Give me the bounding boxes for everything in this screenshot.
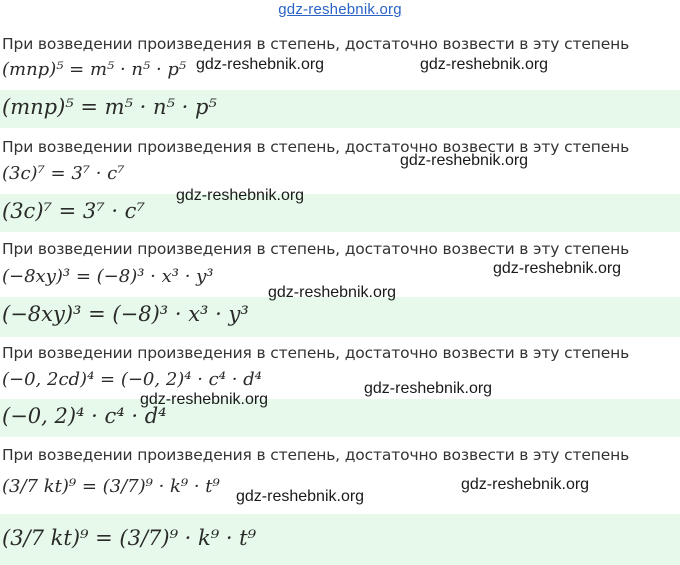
rule-text-5: При возведении произведения в степень, достаточно возвести в эту степень <box>2 446 630 464</box>
watermark: gdz-reshebnik.org <box>236 488 365 505</box>
watermark: gdz-reshebnik.org <box>268 284 397 301</box>
answer-5: (3/7 kt)⁹ = (3/7)⁹ · k⁹ · t⁹ <box>2 526 257 550</box>
expression-4: (−0, 2cd)⁴ = (−0, 2)⁴ · c⁴ · d⁴ <box>2 369 262 390</box>
rule-text-4: При возведении произведения в степень, достаточно возвести в эту степень <box>2 344 630 362</box>
answer-3: (−8xy)³ = (−8)³ · x³ · y³ <box>2 302 249 326</box>
rule-text-2: При возведении произведения в степень, достаточно возвести в эту степень <box>2 138 630 156</box>
watermark: gdz-reshebnik.org <box>364 380 493 397</box>
watermark: gdz-reshebnik.org <box>400 152 529 169</box>
answer-band-1 <box>0 90 680 128</box>
watermark: gdz-reshebnik.org <box>196 56 325 73</box>
watermark: gdz-reshebnik.org <box>176 187 305 204</box>
answer-4: (−0, 2)⁴ · c⁴ · d⁴ <box>2 404 167 428</box>
expression-5: (3/7 kt)⁹ = (3/7)⁹ · k⁹ · t⁹ <box>2 476 220 497</box>
answer-band-3 <box>0 297 680 337</box>
rule-text-1: При возведении произведения в степень, достаточно возвести в эту степень <box>2 35 630 53</box>
expression-3: (−8xy)³ = (−8)³ · x³ · y³ <box>2 266 214 287</box>
expression-1: (mnp)⁵ = m⁵ · n⁵ · p⁵ <box>2 59 187 80</box>
expression-2: (3c)⁷ = 3⁷ · c⁷ <box>2 163 125 184</box>
answer-band-5 <box>0 514 680 565</box>
watermark: gdz-reshebnik.org <box>461 476 590 493</box>
answer-band-2 <box>0 194 680 232</box>
answer-2: (3c)⁷ = 3⁷ · c⁷ <box>2 199 145 223</box>
watermark: gdz-reshebnik.org <box>140 391 269 408</box>
rule-text-3: При возведении произведения в степень, достаточно возвести в эту степень <box>2 240 630 258</box>
watermark: gdz-reshebnik.org <box>493 260 622 277</box>
answer-band-4 <box>0 399 680 437</box>
answer-1: (mnp)⁵ = m⁵ · n⁵ · p⁵ <box>2 95 217 119</box>
watermark: gdz-reshebnik.org <box>420 56 549 73</box>
site-link[interactable]: gdz-reshebnik.org <box>278 1 402 18</box>
